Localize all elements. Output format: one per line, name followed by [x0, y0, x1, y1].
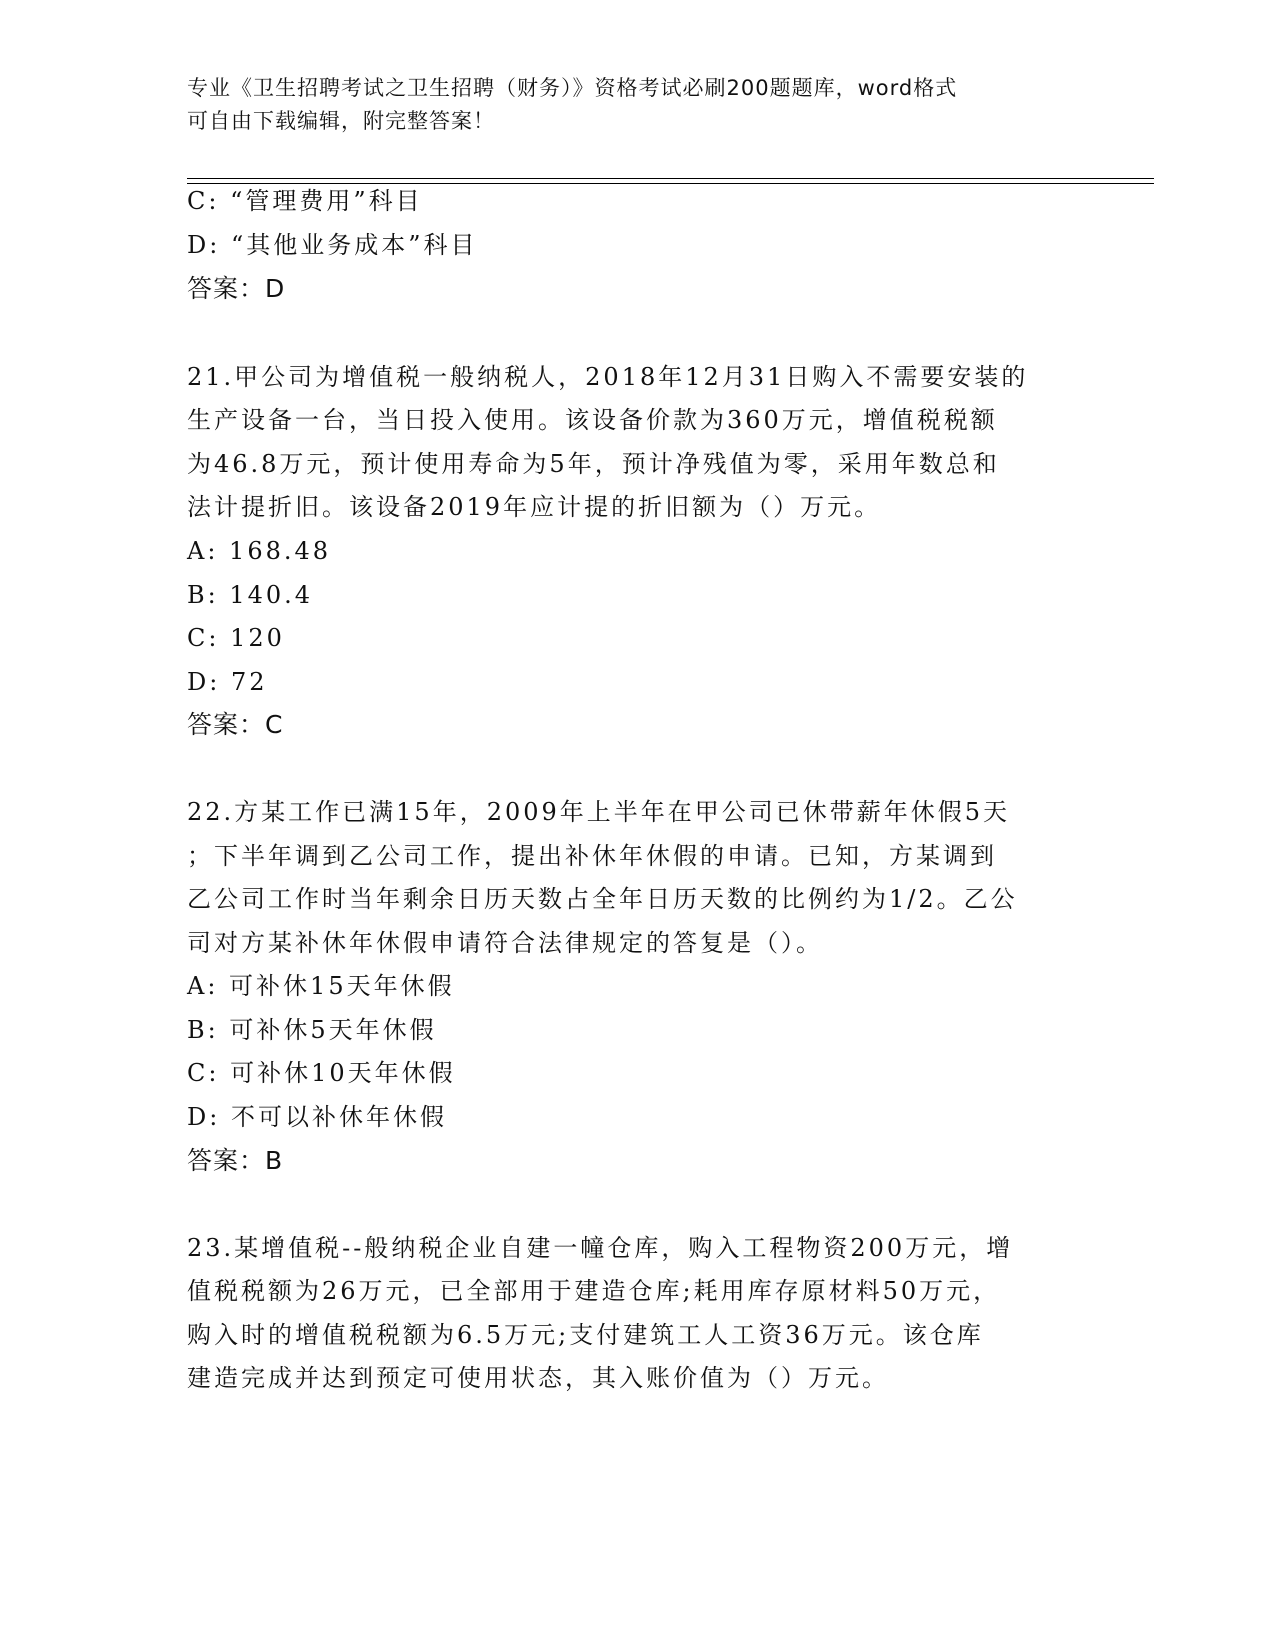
- q21-stem-line-1: 21.甲公司为增值税一般纳税人，2018年12月31日购入不需要安装的: [187, 363, 1029, 391]
- q21-stem-line-4: 法计提折旧。该设备2019年应计提的折旧额为（）万元。: [187, 493, 882, 521]
- document-header: [187, 72, 1087, 138]
- q22-option-a: A: 可补休15天年休假: [187, 972, 455, 1000]
- q22-option-b: B: 可补休5天年休假: [187, 1016, 437, 1044]
- q20-option-d: D: “其他业务成本”科目: [187, 231, 478, 259]
- header-divider-top: [187, 178, 1154, 179]
- q20-answer: 答案：D: [187, 274, 286, 303]
- q22-option-d: D: 不可以补休年休假: [187, 1103, 447, 1131]
- q21-stem-line-3: 为46.8万元，预计使用寿命为5年，预计净残值为零，采用年数总和: [187, 450, 1000, 478]
- header-line-1: 专业《卫生招聘考试之卫生招聘（财务）》资格考试必刷200题题库，word格式: [187, 76, 958, 100]
- q21-option-a: A: 168.48: [187, 537, 332, 565]
- q21-option-c: C: 120: [187, 624, 285, 652]
- q22-stem-line-2: ；下半年调到乙公司工作，提出补休年休假的申请。已知，方某调到: [187, 842, 997, 870]
- q23-stem-line-3: 购入时的增值税税额为6.5万元;支付建筑工人工资36万元。该仓库: [187, 1321, 984, 1349]
- q22-answer: 答案：B: [187, 1146, 284, 1175]
- q22-stem-line-1: 22.方某工作已满15年，2009年上半年在甲公司已休带薪年休假5天: [187, 798, 1011, 826]
- q20-option-c: C: “管理费用”科目: [187, 187, 423, 215]
- q23-stem-line-4: 建造完成并达到预定可使用状态，其入账价值为（）万元。: [187, 1364, 889, 1392]
- q22-option-c: C: 可补休10天年休假: [187, 1059, 456, 1087]
- header-line-2: 可自由下载编辑，附完整答案！: [187, 109, 495, 133]
- header-divider-bottom: [187, 183, 1154, 184]
- q21-option-d: D: 72: [187, 668, 268, 696]
- q23-stem-line-1: 23.某增值税--般纳税企业自建一幢仓库，购入工程物资200万元，增: [187, 1234, 1014, 1262]
- q21-stem-line-2: 生产设备一台，当日投入使用。该设备价款为360万元，增值税税额: [187, 406, 998, 434]
- q21-option-b: B: 140.4: [187, 581, 314, 609]
- q23-stem-line-2: 值税税额为26万元，已全部用于建造仓库;耗用库存原材料50万元，: [187, 1277, 1001, 1305]
- q22-stem-line-4: 司对方某补休年休假申请符合法律规定的答复是（）。: [187, 929, 823, 957]
- q22-stem-line-3: 乙公司工作时当年剩余日历天数占全年日历天数的比例约为1/2。乙公: [187, 885, 1018, 913]
- q21-answer: 答案：C: [187, 710, 284, 739]
